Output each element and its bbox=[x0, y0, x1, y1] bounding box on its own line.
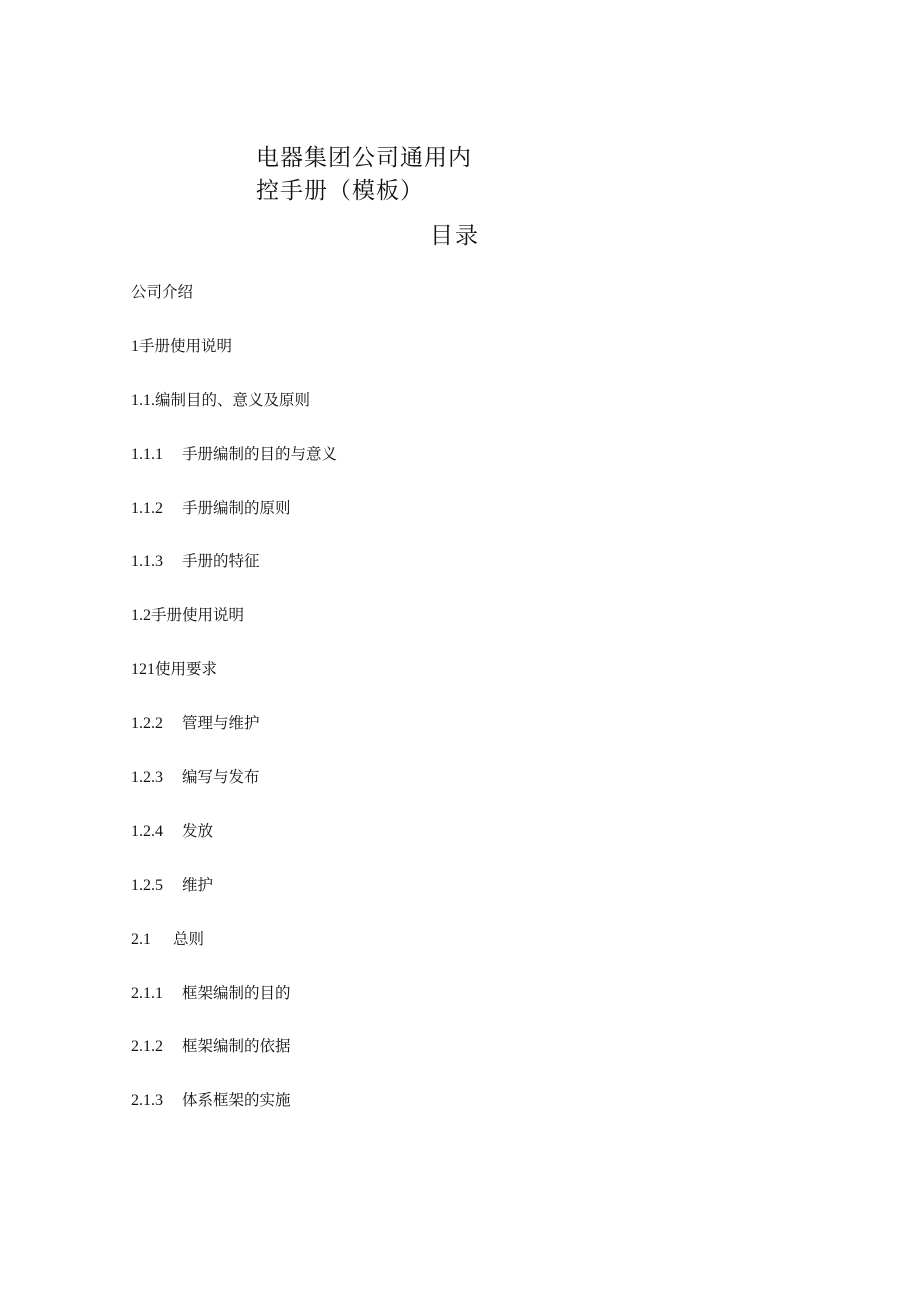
toc-item-1-2-3[interactable] bbox=[131, 765, 337, 819]
toc-item-number: 1.2 bbox=[131, 607, 151, 625]
toc-item-number: 1.2.4 bbox=[131, 822, 163, 840]
toc-item-text: 体系框架的实施 bbox=[182, 1091, 291, 1110]
toc-item-number: 2.1 bbox=[131, 930, 151, 948]
toc-item-text: 使用要求 bbox=[155, 660, 218, 679]
toc-item-number: 1.1. bbox=[131, 391, 155, 409]
toc-item-company-intro[interactable] bbox=[131, 280, 337, 334]
toc-item-1-1-1[interactable] bbox=[131, 442, 337, 496]
toc-item-text: 框架编制的依据 bbox=[182, 1037, 291, 1056]
toc-item-1-2-2[interactable] bbox=[131, 711, 337, 765]
toc-item-text: 手册使用说明 bbox=[151, 606, 245, 625]
document-title-line-2: 控手册（模板） bbox=[256, 178, 424, 204]
document-title bbox=[256, 142, 516, 208]
toc-item-text: 手册使用说明 bbox=[139, 336, 233, 355]
toc-item-1-2[interactable] bbox=[131, 603, 337, 657]
toc-item-1-1-3[interactable] bbox=[131, 549, 337, 603]
toc-item-text: 维护 bbox=[182, 875, 214, 894]
toc-item-number: 1.1.2 bbox=[131, 499, 163, 517]
toc-item-2-1[interactable] bbox=[131, 927, 337, 981]
toc-item-text: 公司介绍 bbox=[131, 283, 194, 301]
toc-item-number: 1.1.1 bbox=[131, 445, 163, 463]
toc-item-number: 1.2.5 bbox=[131, 876, 163, 894]
toc-item-text: 框架编制的目的 bbox=[182, 983, 291, 1002]
toc-item-2-1-3[interactable] bbox=[131, 1088, 337, 1142]
toc-item-text: 管理与维护 bbox=[182, 714, 260, 733]
toc-heading: 目录 bbox=[430, 223, 480, 249]
toc-item-1-1[interactable] bbox=[131, 388, 337, 442]
toc-item-2-1-2[interactable] bbox=[131, 1034, 337, 1088]
toc-item-1[interactable] bbox=[131, 334, 337, 388]
toc-item-text: 编制目的、意义及原则 bbox=[155, 390, 311, 409]
toc-item-1-1-2[interactable] bbox=[131, 496, 337, 550]
toc-item-1-2-1[interactable] bbox=[131, 657, 337, 711]
toc-item-1-2-4[interactable] bbox=[131, 819, 337, 873]
toc-item-2-1-1[interactable] bbox=[131, 981, 337, 1035]
toc-item-text: 手册编制的目的与意义 bbox=[182, 444, 338, 463]
toc-item-1-2-5[interactable] bbox=[131, 873, 337, 927]
toc-item-number: 1.2.2 bbox=[131, 715, 163, 733]
toc-item-number: 1.1.3 bbox=[131, 553, 163, 571]
toc-item-number: 2.1.3 bbox=[131, 1092, 163, 1110]
toc-item-text: 手册编制的原则 bbox=[182, 498, 291, 517]
toc-item-number: 2.1.1 bbox=[131, 984, 163, 1002]
toc-item-text: 手册的特征 bbox=[182, 552, 260, 571]
toc-item-text: 编写与发布 bbox=[182, 768, 260, 787]
toc-item-number: 121 bbox=[131, 661, 155, 679]
toc-item-number: 2.1.2 bbox=[131, 1038, 163, 1056]
toc-item-number: 1.2.3 bbox=[131, 769, 163, 787]
toc-item-text: 总则 bbox=[173, 929, 205, 948]
table-of-contents bbox=[131, 280, 337, 1142]
document-title-line-1: 电器集团公司通用内 bbox=[256, 145, 472, 171]
toc-item-text: 发放 bbox=[182, 821, 214, 840]
toc-item-number: 1 bbox=[131, 337, 139, 355]
